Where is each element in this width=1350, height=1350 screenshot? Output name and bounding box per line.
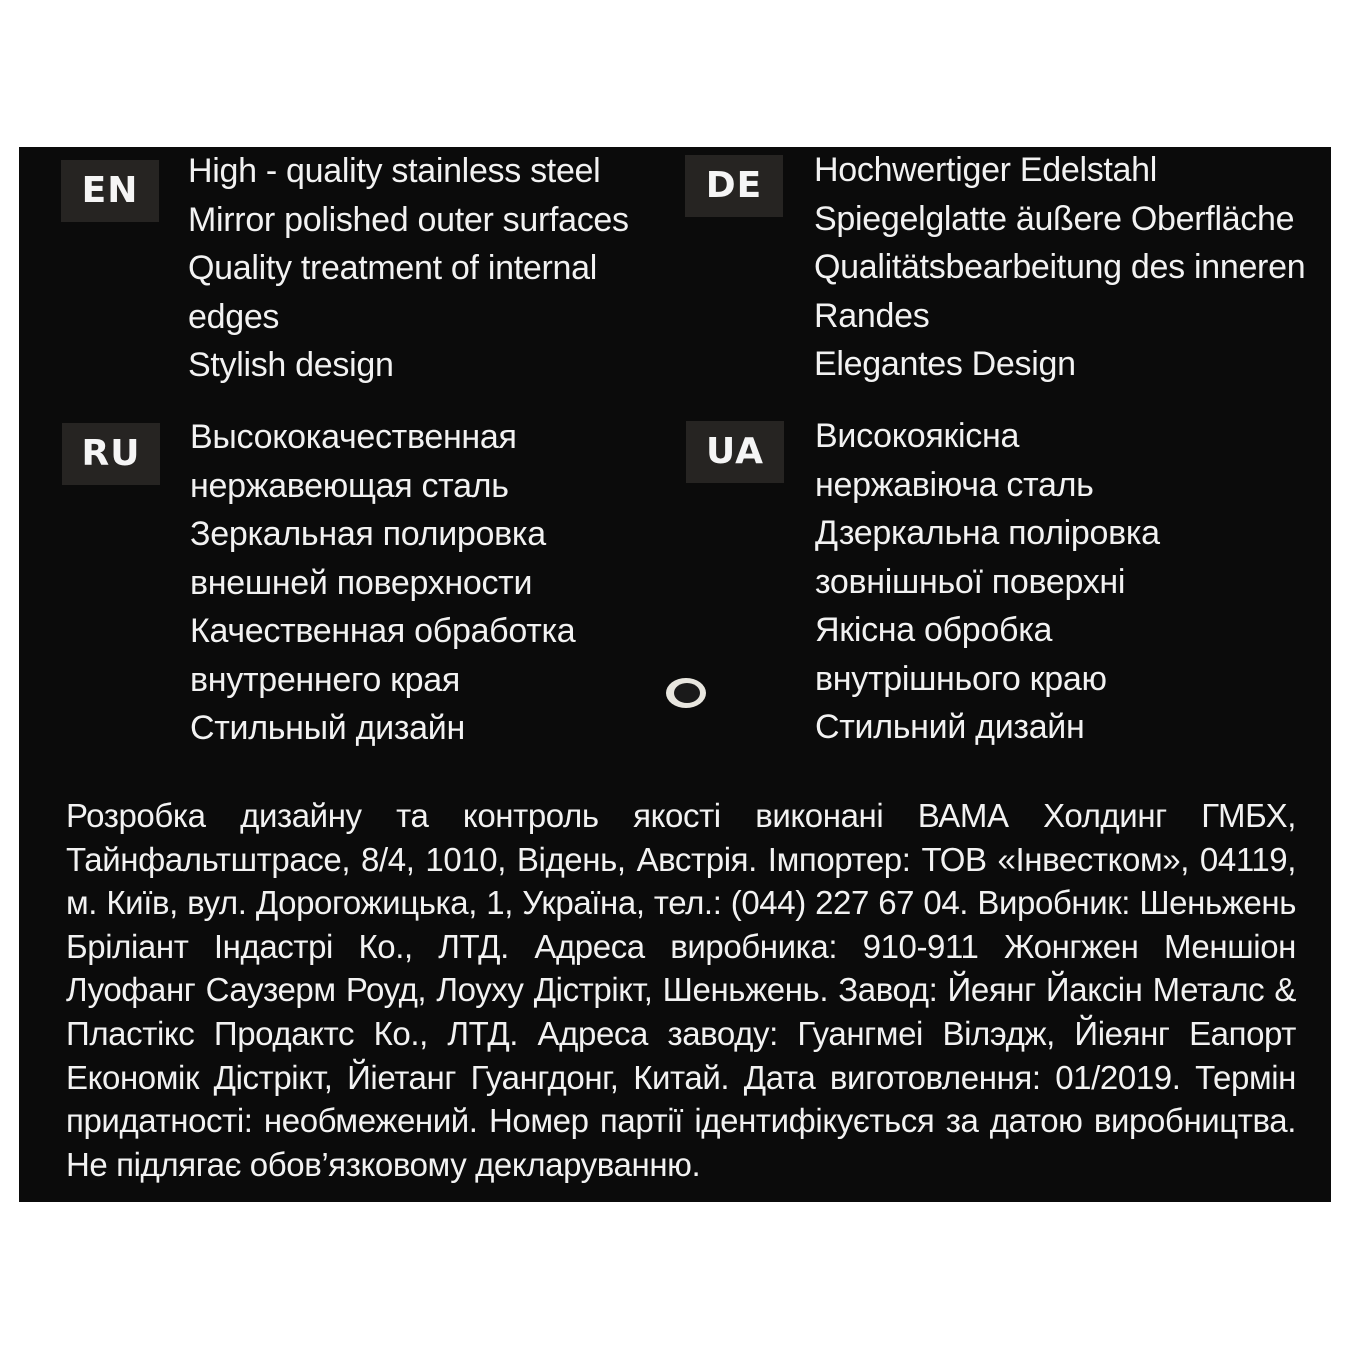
feature-line: зовнішньої поверхні — [815, 562, 1126, 601]
features-ua — [815, 412, 1160, 752]
feature-line: Quality treatment of internal — [188, 249, 597, 287]
legal-text: Розробка дизайну та контроль якості виконані ВАМА Холдинг ГМБХ, Тайнфальтштрасе, 8/4, 1010, Відень, Австрія. Імпортер: ТОВ «Інвестком», 04119, м. Київ, вул. Дорогожицька, 1, Україна, тел.: (044) 227 67 04. Виробник: Шеньжень Бріліант Індастрі Ко., ЛТД. Адреса виробника: 910-911 Жонгжен Меншіон Луофанг Саузерм Роуд, Лоуху Дістрікт, Шеньжень. Завод: Йеянг Йаксін Металс & Пластікс Продактс Ко., ЛТД. Адреса заводу: Гуангмеі Вілэдж, Йіеянг Еапорт Економік Дістрікт, Йіетанг Гуангдонг, Китай. Дата виготовлення: 01/2019. Термін придатності: необмежений. Номер партії ідентифікується за датою виробництва. Не підлягає обов’язковому декларуванню. — [66, 797, 1296, 1183]
feature-line: Высококачественная — [190, 418, 517, 456]
feature-line: Hochwertiger Edelstahl — [814, 151, 1158, 189]
feature-line: Стильный дизайн — [190, 709, 465, 747]
feature-line: Qualitätsbearbeitung des inneren — [814, 248, 1306, 286]
feature-line: Дзеркальна полірoвка — [815, 514, 1160, 552]
hanging-hole-icon — [664, 675, 708, 711]
feature-line: Stylish design — [188, 346, 394, 384]
feature-line: High - quality stainless steel — [188, 152, 601, 190]
features-ru — [190, 413, 575, 753]
feature-line: Elegantes Design — [814, 345, 1076, 383]
feature-line: внутрішнього краю — [815, 659, 1107, 698]
feature-line: edges — [188, 297, 280, 336]
feature-line: Spiegelglatte äußere Oberfläche — [814, 199, 1295, 238]
feature-line: внутреннего края — [190, 660, 461, 699]
feature-line: Зеркальная полировка — [190, 515, 546, 553]
label-panel — [19, 147, 1331, 1202]
feature-line: Високоякісна — [815, 417, 1020, 455]
feature-line: Mirror polished outer surfaces — [188, 200, 629, 239]
language-badge-ua: UA — [686, 421, 784, 483]
feature-line: Randes — [814, 296, 930, 335]
language-badge-de: DE — [685, 155, 783, 217]
feature-line: внешней поверхности — [190, 563, 533, 602]
feature-line: Якісна обробка — [815, 611, 1053, 649]
features-en — [188, 147, 629, 390]
language-badge-ru: RU — [62, 423, 160, 485]
feature-line: нержавіюча сталь — [815, 465, 1094, 504]
feature-line: Стильний дизайн — [815, 708, 1085, 746]
feature-line: нержавеющая сталь — [190, 466, 509, 505]
language-badge-en: EN — [61, 160, 159, 222]
feature-line: Качественная обработка — [190, 612, 576, 650]
features-de — [814, 146, 1305, 389]
